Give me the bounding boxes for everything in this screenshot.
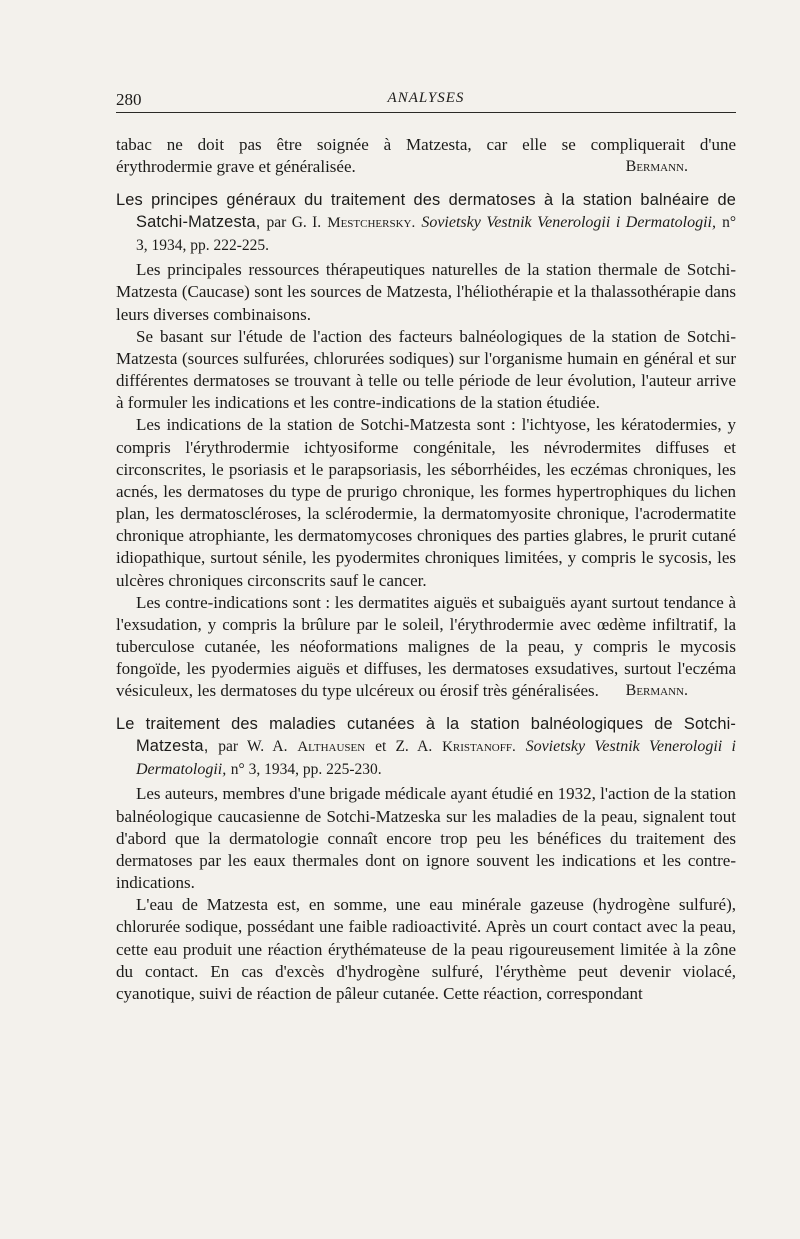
continuation-text: érythrodermie grave et généralisée. — [116, 157, 356, 177]
paragraph: L'eau de Matzesta est, en somme, une eau minérale gazeuse (hydrogène sulfuré), chlorurée sodique, possédant une faible radioactivité. Après un court contact avec la peau, cette eau produit une réaction érythémateuse de la peau rigoureusement limitée à la zône du contact. En cas d'excès d'hydrogène sulfuré, l'érythème peut devenir violacé, cyanotique, suivi de réaction de pâleur cutanée. Cette réaction, correspondant — [116, 895, 736, 1003]
page-body — [116, 134, 736, 1005]
paragraph: Les auteurs, membres d'une brigade médicale ayant étudié en 1932, l'action de la station balnéologique caucasienne de Sotchi-Matzeska sur les maladies de la peau, signalent tout d'abord que la dermatologie connaît encore trop peu les bénéfices du traitement des dermatoses par les eaux thermales dont on ignore souvent les indications et les contre-indications. — [116, 784, 736, 893]
paragraph: Se basant sur l'étude de l'action des facteurs balnéologiques de la station de Sotchi-Matzesta (sources sulfurées, chlorurées sodiques) sur l'organisme humain en général et sur différentes dermatoses se trouvant à telle ou telle période de leur évolution, l'auteur arrive à formuler les indications et les contre-indications de la station étudiée. — [116, 326, 736, 413]
article-author: Mestchersky. — [327, 215, 416, 232]
signature: Bermann. — [625, 682, 688, 700]
article-issue: n° 3, 1934, pp. 222-225. — [136, 214, 737, 255]
paragraph — [116, 592, 736, 703]
paragraph: Les indications de la station de Sotchi-Matzesta sont : l'ichtyose, les kératodermies, y compris l'érythrodermie ichtyosiforme congénitale, les névrodermites diffuses et circonscrites, le psoriasis et le parapsoriasis, les séborrhéides, les eczémas chroniques, les acnés, les dermatoses du type de prurigo chronique, les formes hypertrophiques du lichen plan, les dermatoscléroses, la sclérodermie, la dermatomyosite chronique, l'acrodermatite chronique atrophiante, les dermatomycoses chroniques des parties glabres, le prurit cutané idiopathique, surtout sénile, les pyodermites chroniques limitées, y compris le sycosis, les ulcères chroniques circonscrits sauf le cancer. — [116, 415, 736, 590]
article-title — [116, 189, 736, 257]
signature: Bermann. — [625, 158, 688, 176]
paragraph-text: Les contre-indications sont : les dermatites aiguës et subaiguës ayant surtout tendance à l'exsudation, y compris la brûlure par le soleil, l'érythrodermie avec œdème infiltratif, la tuberculose cutanée, les néoformations malignes de la peau, y compris le mycosis fongoïde, les pyodermies aiguës et diffuses, les dermatoses exsudatives, surtout l'eczéma vésiculeux, les dermatoses du type ulcéreux ou érosif très généralisées. — [116, 592, 736, 701]
page-number: 280 — [116, 90, 142, 109]
article-author: Althausen — [297, 739, 366, 756]
article-journal: Sovietsky Vestnik Venerologii i Dermatologii, — [421, 214, 716, 232]
article-issue: n° 3, 1934, pp. 225-230. — [230, 761, 382, 779]
running-head: ANALYSES — [387, 90, 465, 106]
article-by: par G. I. — [266, 214, 322, 232]
article-and: et Z. A. — [375, 738, 433, 756]
article-2 — [116, 713, 736, 1005]
article-title — [116, 713, 736, 781]
article-by: par W. A. — [218, 738, 288, 756]
article-title-text: Le traitement des maladies cutanées à la station balnéologiques de Sotchi-Matzesta, — [116, 715, 736, 756]
continuation-line: tabac ne doit pas être soignée à Matzesta, car elle se compliquerait d'une — [116, 135, 736, 154]
article-journal: Sovietsky Vestnik Venerologii i Dermatologii, — [136, 738, 736, 779]
continuation-end — [116, 156, 736, 178]
page-header — [116, 88, 736, 113]
article-1 — [116, 189, 736, 702]
article-title-text: Les principes généraux du traitement des dermatoses à la station balnéaire de Satchi-Matzesta, — [116, 191, 736, 232]
paragraph: Les principales ressources thérapeutiques naturelles de la station thermale de Sotchi-Matzesta (Caucase) sont les sources de Matzesta, l'héliothérapie et la thalassothérapie dans leurs diverses combinaisons. — [116, 260, 736, 324]
article-author: Kristanoff. — [442, 739, 516, 756]
